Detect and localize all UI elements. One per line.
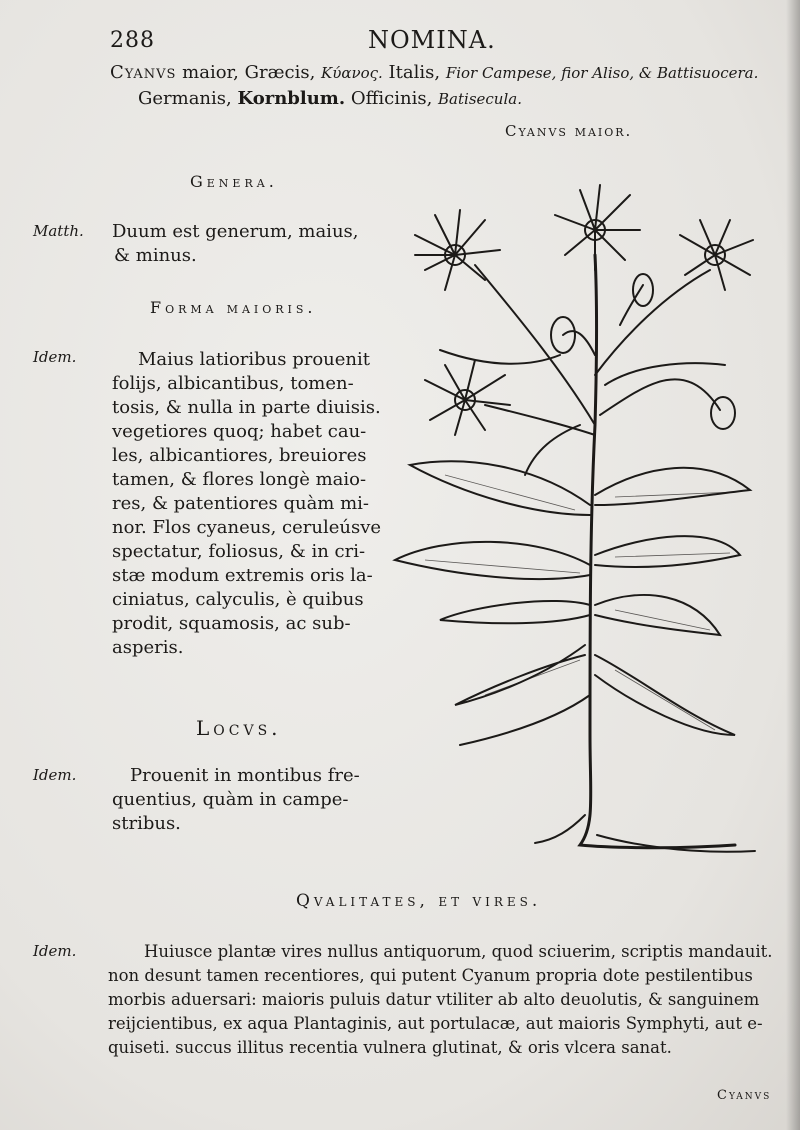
text-line: & minus. xyxy=(114,245,197,266)
flower-head xyxy=(415,210,500,290)
margin-note-idem: Idem. xyxy=(33,348,77,366)
text-line: tosis, & nulla in parte diuisis. xyxy=(112,397,381,418)
text-line: reijcientibus, ex aqua Plantaginis, aut portulacæ, aut maioris Symphyti, aut e- xyxy=(108,1014,763,1033)
text-line: prodit, squamosis, ac sub- xyxy=(112,613,351,634)
margin-note-idem: Idem. xyxy=(33,942,77,960)
header-title: Cyanvs xyxy=(110,62,177,83)
text-line: Prouenit in montibus fre- xyxy=(130,765,360,786)
text-line: Duum est generum, maius, xyxy=(112,221,359,242)
section-heading-locus: Locvs. xyxy=(196,716,282,740)
header-text: Italis, xyxy=(382,62,446,83)
header-text: maior, Græcis, xyxy=(182,62,322,83)
text-line: quentius, quàm in campe- xyxy=(112,789,349,810)
section-heading-genera: Genera. xyxy=(190,172,278,191)
text-line: folijs, albicantibus, tomen- xyxy=(112,373,354,394)
header-german: Kornblum. xyxy=(237,88,346,109)
paragraph-forma xyxy=(112,348,381,660)
paragraph-genera xyxy=(112,220,359,268)
page-number: 288 xyxy=(110,28,155,53)
section-heading-qualitates: Qvalitates, et vires. xyxy=(296,891,542,911)
running-head: NOMINA. xyxy=(368,26,496,54)
catchword: Cyanvs xyxy=(717,1088,772,1103)
paragraph-qualitates xyxy=(108,940,773,1060)
text-line: Maius latioribus prouenit xyxy=(138,349,371,370)
text-line: les, albicantiores, breuiores xyxy=(112,445,367,466)
section-heading-forma: Forma maioris. xyxy=(150,298,317,317)
text-line: nor. Flos cyaneus, ceruleúsve xyxy=(112,517,382,538)
header-italian: Fior Campese, fior Aliso, & Battisuocera. xyxy=(445,64,759,82)
header-officinal: Batisecula. xyxy=(438,90,522,108)
header-text: Officinis, xyxy=(345,88,439,109)
text-line: Huiusce plantæ vires nullus antiquorum, quod sciuerim, scriptis mandauit. xyxy=(144,942,773,961)
header-line-2 xyxy=(138,88,522,109)
cornflower-woodcut-illustration xyxy=(385,175,770,875)
text-line: spectatur, foliosus, & in cri- xyxy=(112,541,366,562)
text-line: morbis aduersari: maioris puluis datur vtiliter ab alto deuolutis, & sanguinem xyxy=(108,990,760,1009)
text-line: res, & patentiores quàm mi- xyxy=(112,493,370,514)
text-line: ciniatus, calyculis, è quibus xyxy=(112,589,364,610)
text-line: vegetiores quoq; habet cau- xyxy=(112,421,367,442)
text-line: tamen, & flores longè maio- xyxy=(112,469,367,490)
text-line: asperis. xyxy=(112,637,184,658)
header-text: Germanis, xyxy=(138,88,238,109)
text-line: quiseti. succus illitus recentia vulnera glutinat, & oris vlcera sanat. xyxy=(108,1038,672,1057)
text-line: stribus. xyxy=(112,813,181,834)
margin-note-idem: Idem. xyxy=(33,766,77,784)
header-greek: Κύανος. xyxy=(321,64,383,82)
header-line-1 xyxy=(110,62,758,83)
paragraph-locus xyxy=(112,764,360,836)
text-line: non desunt tamen recentiores, qui putent Cyanum propria dote pestilentibus xyxy=(108,966,753,985)
figure-caption: Cyanvs maior. xyxy=(505,122,633,140)
margin-note-matth: Matth. xyxy=(33,222,84,240)
text-line: stæ modum extremis oris la- xyxy=(112,565,373,586)
page-gutter-shadow xyxy=(786,0,800,1130)
